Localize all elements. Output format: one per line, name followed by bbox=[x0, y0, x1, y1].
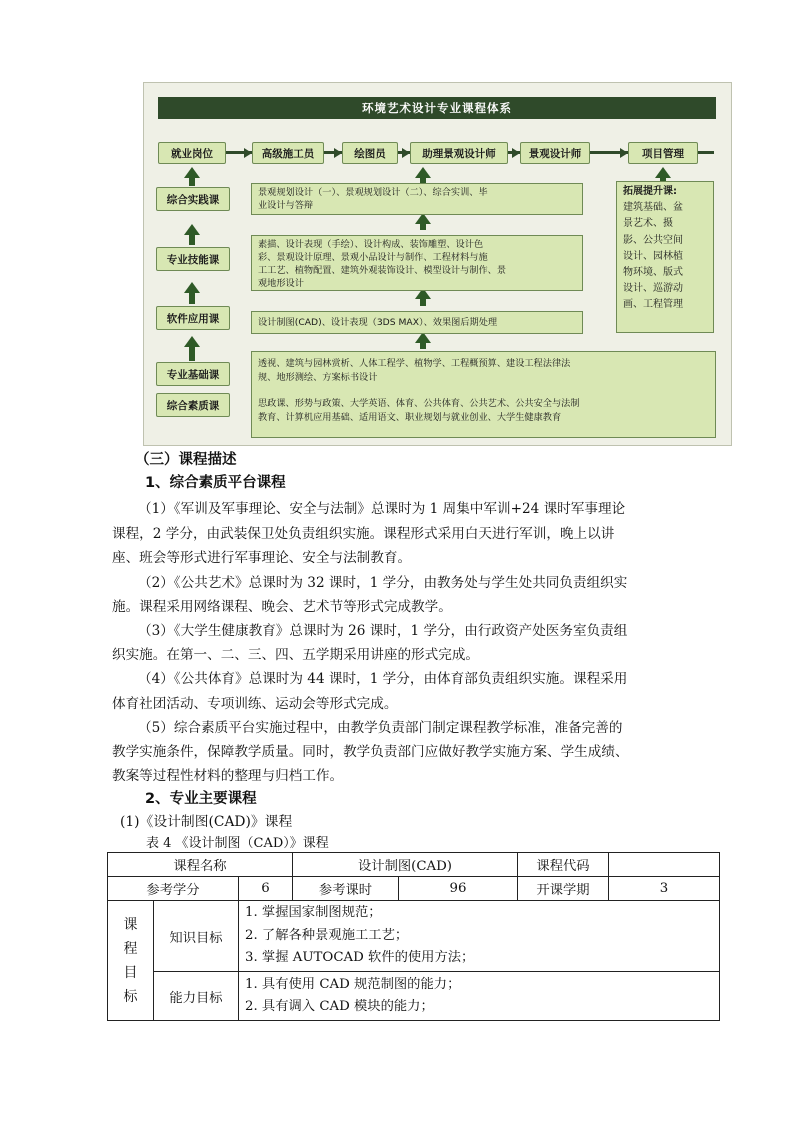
skills-content-line: 素描、设计表现（手绘）、设计构成、装饰雕塑、设计色 bbox=[258, 239, 484, 250]
hours-value: 96 bbox=[399, 877, 518, 901]
connector-arrow-3 bbox=[402, 148, 410, 158]
connector-arrow-2 bbox=[334, 148, 342, 158]
job-positions-box: 就业岗位 bbox=[158, 142, 226, 164]
draftsman-box: 绘图员 bbox=[342, 142, 398, 164]
extension-line: 物环境、版式 bbox=[623, 267, 683, 279]
term-value: 3 bbox=[609, 877, 720, 901]
practice-content-line: 景观规划设计（一）、景观规划设计（二）、综合实训、毕 bbox=[258, 187, 488, 198]
table-row bbox=[108, 901, 720, 972]
skills-content-line: 观地形设计 bbox=[258, 278, 304, 289]
credit-label: 参考学分 bbox=[108, 877, 239, 901]
up-arrow-1 bbox=[184, 167, 200, 178]
list-item: 1. 具有使用 CAD 规范制图的能力； bbox=[245, 976, 461, 992]
extension-title: 拓展提升课: bbox=[623, 186, 677, 197]
paragraph-4-line-2: 体育社团活动、专项训练、运动会等形式完成。 bbox=[112, 696, 398, 712]
paragraph-3-line-1: （3）《大学生健康教育》总课时为 26 课时，1 学分，由行政资产处医务室负责组 bbox=[138, 623, 628, 639]
paragraph-3-line-2: 织实施。在第一、二、三、四、五学期采用讲座的形式完成。 bbox=[112, 647, 480, 663]
connector-arrow-1 bbox=[244, 148, 252, 158]
list-item: 2. 具有调入 CAD 模块的能力； bbox=[245, 999, 434, 1014]
software-content-line: 设计制图(CAD)、设计表现（3DS MAX）、效果图后期处理 bbox=[258, 317, 498, 328]
paragraph-1-line-3: 座、班会等形式进行军事理论、安全与法制教育。 bbox=[112, 550, 412, 566]
landscape-designer-box: 景观设计师 bbox=[520, 142, 590, 164]
paragraph-5-line-2: 教学实施条件，保障教学质量。同时，教学负责部门应做好教学实施方案、学生成绩、 bbox=[112, 744, 629, 760]
sub2-heading: 2、专业主要课程 bbox=[145, 791, 257, 807]
sub1-heading: 1、综合素质平台课程 bbox=[145, 475, 286, 491]
senior-constructor-box: 高级施工员 bbox=[252, 142, 324, 164]
software-course-box: 软件应用课 bbox=[156, 306, 230, 330]
practice-content-line: 业设计与答辩 bbox=[258, 200, 314, 211]
skills-content-line: 工工艺、植物配置、建筑外观装饰设计、模型设计与制作、景 bbox=[258, 265, 507, 276]
paragraph-1-line-2: 课程，2 学分，由武装保卫处负责组织实施。课程形式采用白天进行军训，晚上以讲 bbox=[112, 526, 615, 542]
paragraph-5-line-1: （5）综合素质平台实施过程中，由教学负责部门制定课程教学标准，准备完善的 bbox=[138, 720, 623, 736]
table-row bbox=[108, 853, 720, 877]
quality-content-line: 教育、计算机应用基础、适用语文、职业规划与就业创业、大学生健康教育 bbox=[258, 412, 562, 423]
foundation-course-box: 专业基础课 bbox=[156, 362, 230, 386]
skills-content-line: 彩、景观设计原理、景观小品设计与制作、工程材料与施 bbox=[258, 252, 488, 263]
extension-line: 景艺术、摄 bbox=[623, 218, 673, 230]
up-arrow-4 bbox=[184, 336, 200, 347]
course-code-label: 课程代码 bbox=[518, 853, 609, 877]
goal-label-char: 目 bbox=[123, 964, 138, 981]
paragraph-1-line-1: （1）《军训及军事理论、安全与法制》总课时为 1 周集中军训+24 课时军事理论 bbox=[138, 501, 626, 517]
table-row bbox=[108, 972, 720, 1021]
paragraph-4-line-1: （4）《公共体育》总课时为 44 课时，1 学分，由体育部负责组织实施。课程采用 bbox=[138, 671, 628, 687]
skills-content-box bbox=[251, 235, 583, 291]
list-item: 3. 掌握 AUTOCAD 软件的使用方法； bbox=[245, 950, 475, 966]
up-arrow-2 bbox=[184, 224, 200, 235]
extension-line: 影、公共空间 bbox=[623, 234, 683, 246]
table-row bbox=[108, 877, 720, 901]
ability-goal-label: 能力目标 bbox=[154, 972, 239, 1021]
paragraph-2-line-1: （2）《公共艺术》总课时为 32 课时，1 学分，由教务处与学生处共同负责组织实 bbox=[138, 575, 628, 591]
extension-line: 画、工程管理 bbox=[623, 299, 683, 311]
extension-line: 设计、园林植 bbox=[623, 250, 683, 262]
extension-course-box bbox=[616, 181, 714, 333]
paragraph-2-line-2: 施。课程采用网络课程、晚会、艺术节等形式完成教学。 bbox=[112, 599, 452, 615]
center-up-arrow-1 bbox=[415, 167, 431, 178]
goal-label-char: 程 bbox=[123, 940, 138, 957]
goal-label-char: 标 bbox=[123, 988, 138, 1005]
foundation-content-box bbox=[251, 351, 716, 438]
up-arrow-stem-4 bbox=[189, 345, 195, 361]
credit-value: 6 bbox=[239, 877, 293, 901]
goal-label-char: 课 bbox=[123, 916, 138, 933]
extension-line: 建筑基础、盆 bbox=[623, 202, 683, 214]
practice-content-box bbox=[251, 183, 583, 215]
paragraph-5-line-3: 教案等过程性材料的整理与归档工作。 bbox=[112, 768, 344, 784]
course-goal-label bbox=[108, 901, 154, 1021]
quality-content-line: 思政课、形势与政策、大学英语、体育、公共体育、公共艺术、公共安全与法制 bbox=[258, 398, 580, 409]
hours-label: 参考课时 bbox=[293, 877, 399, 901]
extension-up-arrow bbox=[655, 167, 671, 178]
practice-course-box: 综合实践课 bbox=[156, 187, 230, 211]
table-caption: 表 4 《设计制图（CAD）》课程 bbox=[146, 836, 329, 851]
course-system-diagram bbox=[143, 82, 732, 446]
course-name-label: 课程名称 bbox=[108, 853, 293, 877]
up-arrow-3 bbox=[184, 282, 200, 293]
list-item: 2. 了解各种景观施工工艺； bbox=[245, 927, 409, 943]
quality-course-box: 综合素质课 bbox=[156, 393, 230, 417]
project-management-box: 项目管理 bbox=[628, 142, 698, 164]
foundation-content-line: 透视、建筑与园林赏析、人体工程学、植物学、工程概预算、建设工程法律法 bbox=[258, 358, 571, 369]
assistant-designer-box: 助理景观设计师 bbox=[410, 142, 508, 164]
extension-line: 设计、巡游动 bbox=[623, 283, 683, 295]
course-info-table bbox=[107, 852, 720, 1021]
skills-course-box: 专业技能课 bbox=[156, 247, 230, 271]
list-item: 1. 掌握国家制图规范； bbox=[245, 905, 382, 921]
foundation-content-line: 规、地形测绘、方案标书设计 bbox=[258, 372, 378, 383]
diagram-title: 环境艺术设计专业课程体系 bbox=[158, 97, 716, 119]
course-heading: (1)《设计制图(CAD)》课程 bbox=[120, 814, 293, 830]
course-name-value: 设计制图(CAD) bbox=[293, 853, 518, 877]
connector-arrow-5 bbox=[620, 148, 628, 158]
section-heading: （三）课程描述 bbox=[135, 452, 237, 468]
knowledge-goal-label: 知识目标 bbox=[154, 901, 239, 972]
term-label: 开课学期 bbox=[518, 877, 609, 901]
connector-arrow-4 bbox=[512, 148, 520, 158]
software-content-box bbox=[251, 311, 583, 334]
ability-goal-list bbox=[239, 972, 720, 1021]
course-code-value bbox=[609, 853, 720, 877]
knowledge-goal-list bbox=[239, 901, 720, 972]
